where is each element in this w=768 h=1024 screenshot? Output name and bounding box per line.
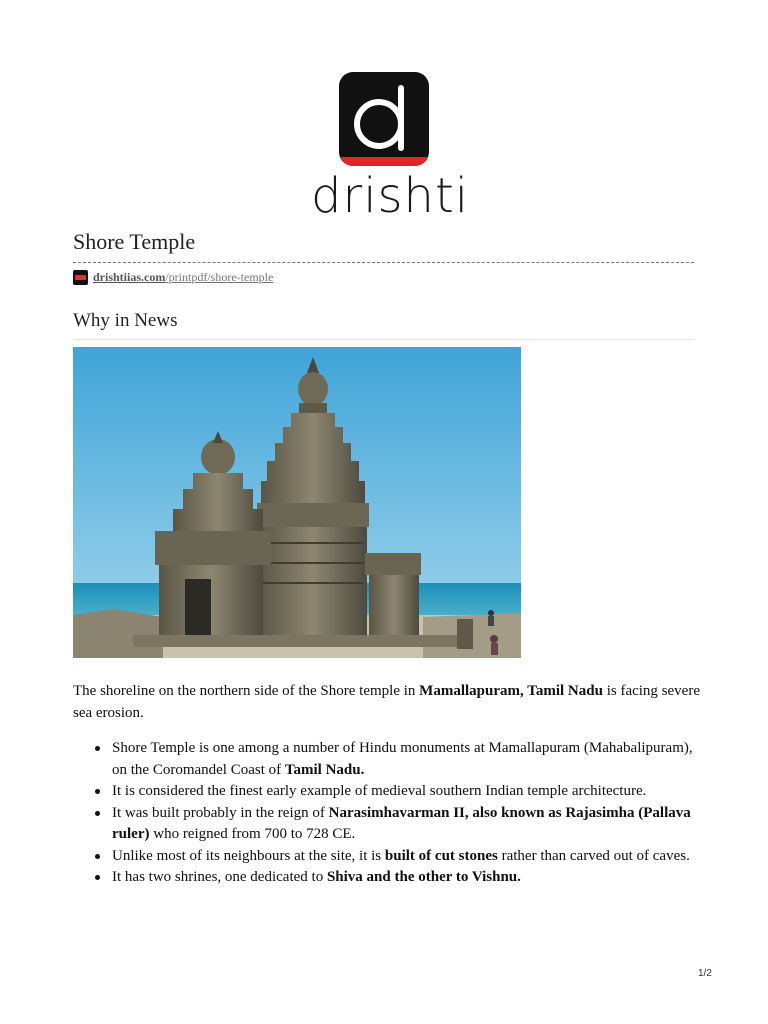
- title-divider: [73, 262, 694, 263]
- section-heading: Why in News: [73, 310, 178, 331]
- logo-red-stripe: [339, 157, 429, 166]
- list-item: Unlike most of its neighbours at the site, it is built of cut stones rather than carved out of caves.: [112, 846, 703, 868]
- page-title: Shore Temple: [73, 229, 196, 254]
- source-domain[interactable]: drishtiias.com: [93, 269, 166, 284]
- fact-list: [73, 738, 703, 889]
- logo-mark: [339, 72, 429, 166]
- drishti-logo: [311, 72, 470, 224]
- drishti-favicon-icon: [73, 270, 88, 285]
- page-number: 1/2: [698, 968, 712, 979]
- letter-d-logo-icon: [339, 72, 429, 166]
- list-item: It is considered the finest early example of medieval southern Indian temple architecture.: [112, 781, 703, 803]
- shore-temple-photo: [73, 347, 521, 658]
- source-path[interactable]: /printpdf/shore-temple: [165, 269, 274, 284]
- logo-wordmark: drishti: [311, 168, 470, 224]
- list-item: It was built probably in the reign of Narasimhavarman II, also known as Rajasimha (Pallava ruler) who reigned from 700 to 728 CE.: [112, 803, 703, 846]
- list-item: Shore Temple is one among a number of Hindu monuments at Mamallapuram (Mahabalipuram), on the Coromandel Coast of Tamil Nadu.: [112, 738, 703, 781]
- intro-paragraph: The shoreline on the northern side of the Shore temple in Mamallapuram, Tamil Nadu is facing severe sea erosion.: [73, 683, 700, 721]
- source-link[interactable]: [73, 268, 273, 286]
- section-divider: [73, 339, 694, 340]
- list-item: It has two shrines, one dedicated to Shiva and the other to Vishnu.: [112, 867, 703, 889]
